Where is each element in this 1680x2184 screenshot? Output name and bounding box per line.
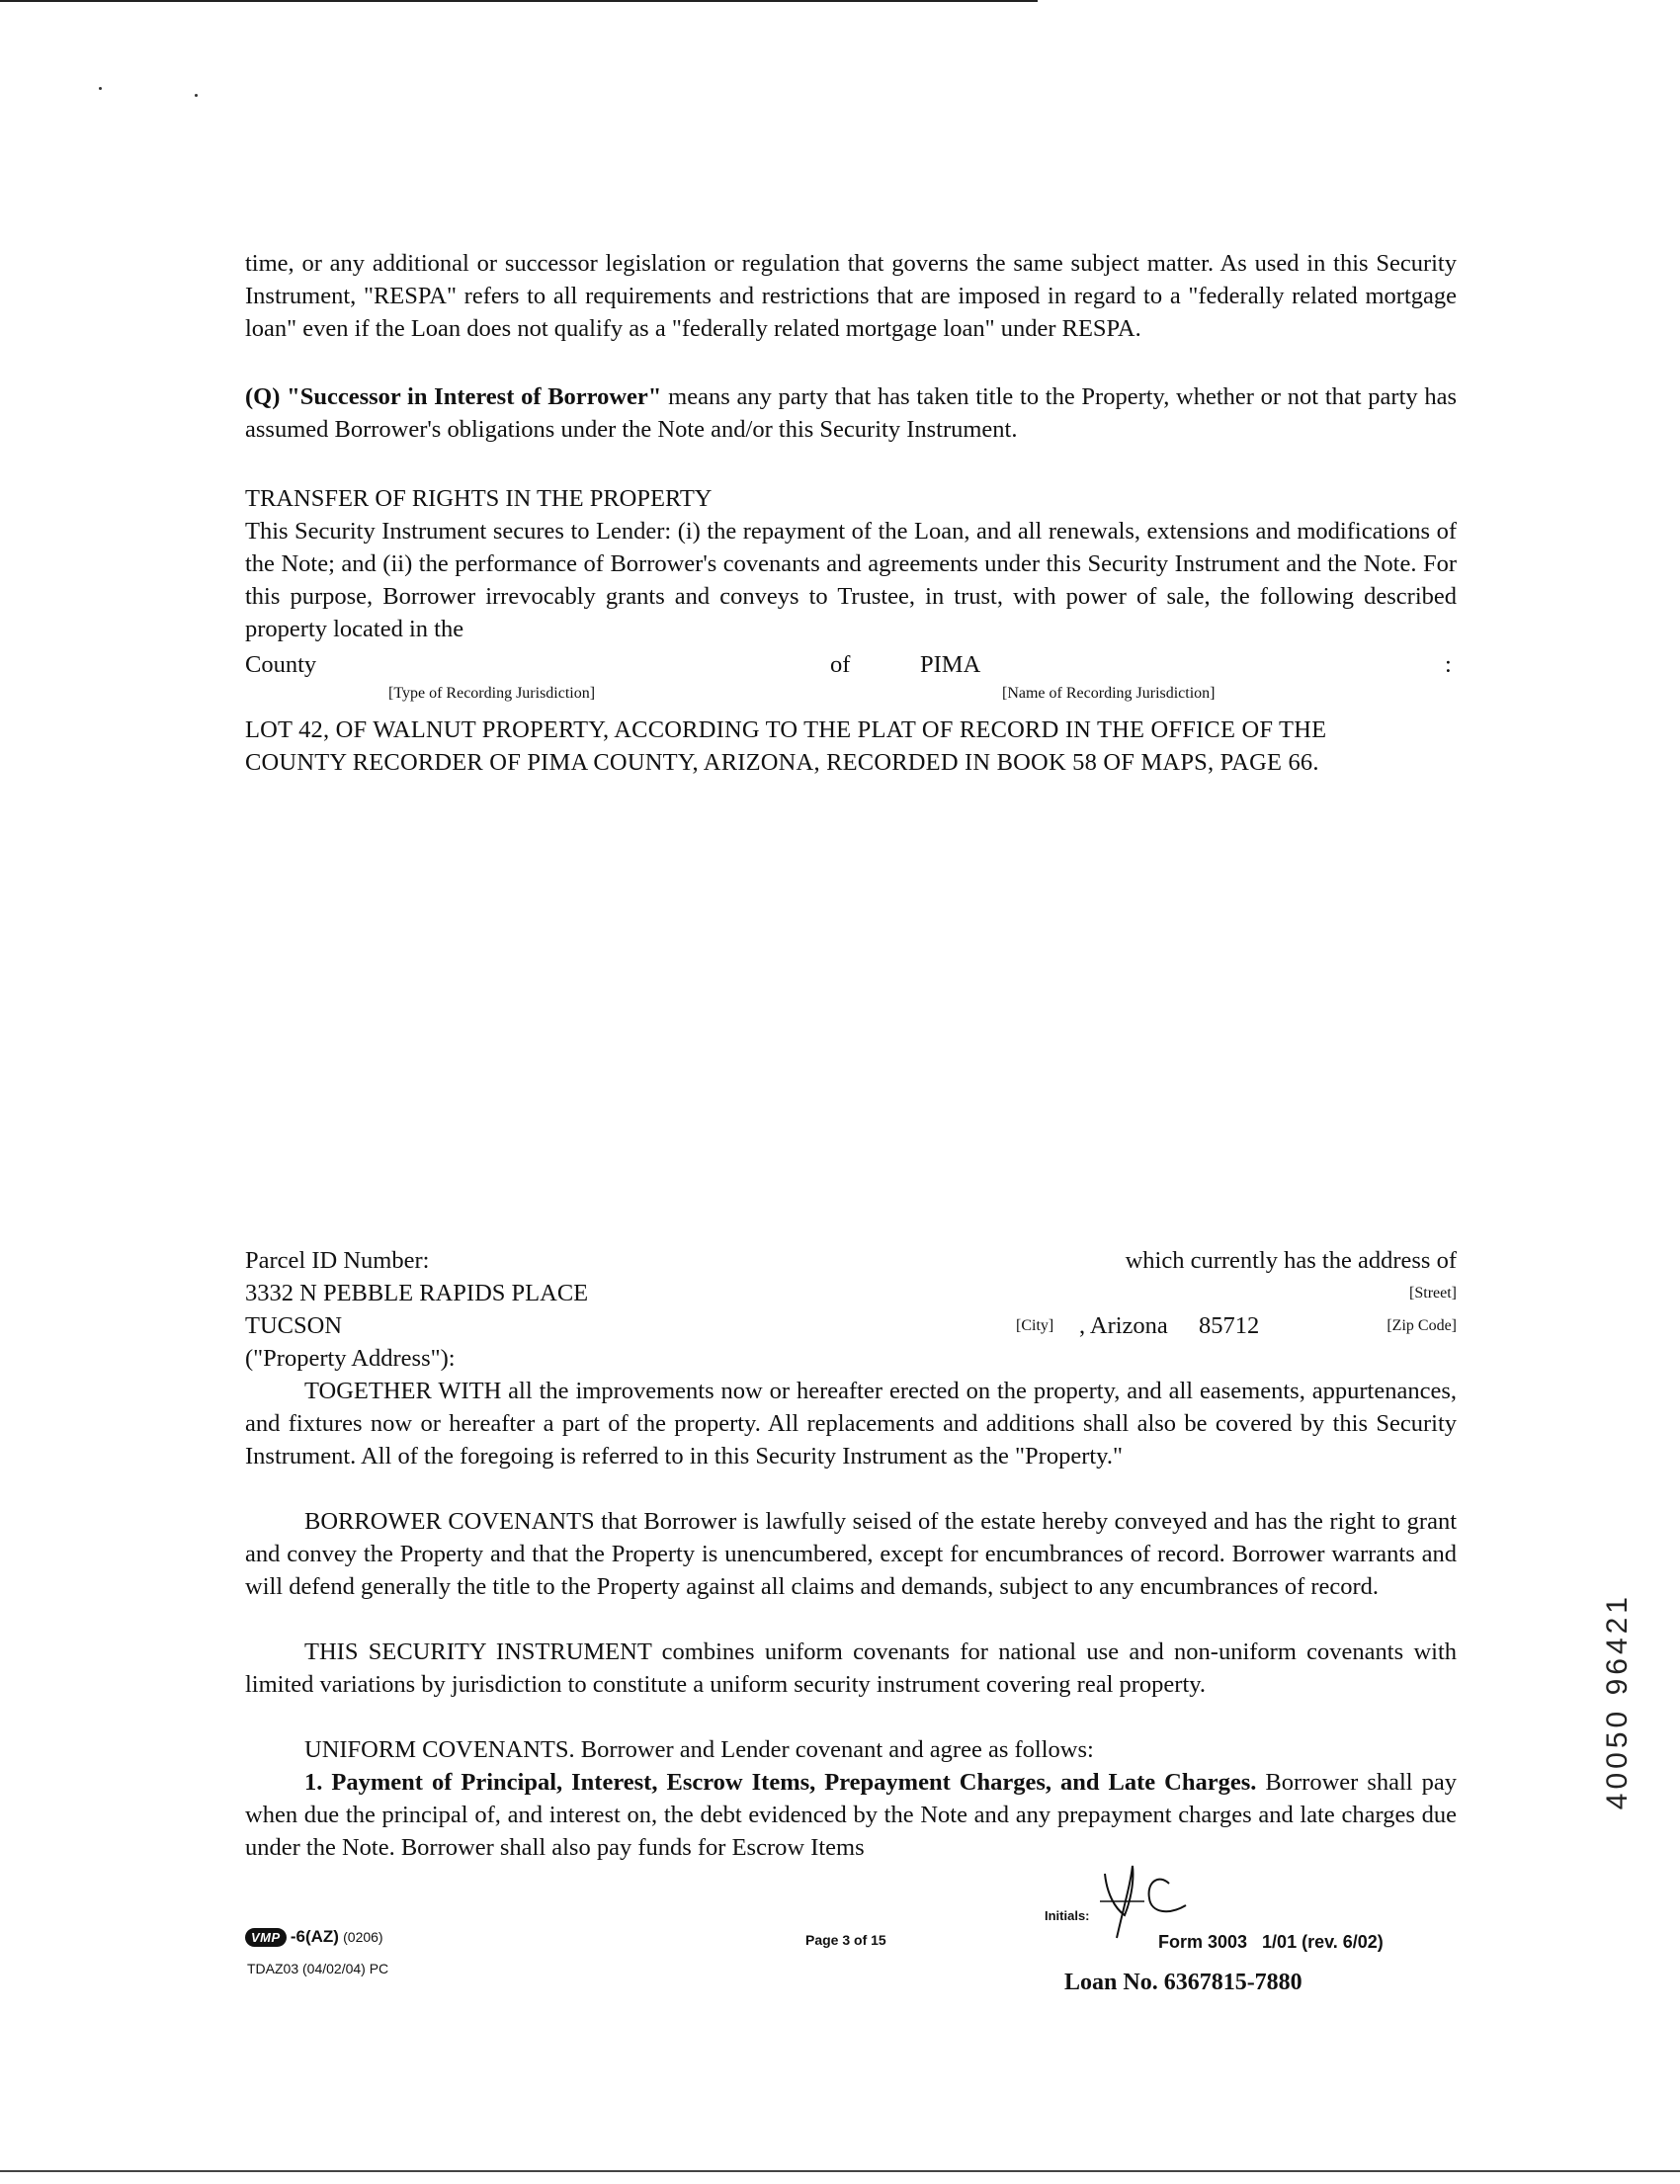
footer-tdaz: TDAZ03 (04/02/04) PC [247, 1961, 389, 1976]
scan-speck [195, 94, 198, 97]
scan-edge-top [0, 0, 1038, 2]
legal-description: LOT 42, OF WALNUT PROPERTY, ACCORDING TO THE PLAT OF RECORD IN THE OFFICE OF THE COUNTY RECORDER OF PIMA COUNTY, ARIZONA, RECORDED IN BOOK 58 OF MAPS, PAGE 66. [245, 716, 1327, 776]
state-value: , Arizona [1079, 1312, 1168, 1339]
city-value: TUCSON [245, 1312, 343, 1339]
footer-form-code [245, 1927, 383, 1947]
street-row [245, 1277, 1457, 1309]
handwritten-initials-signature [1095, 1854, 1204, 1943]
form-code: -6(AZ) [290, 1927, 339, 1946]
city-row [245, 1309, 1457, 1342]
address-of-text: which currently has the address of [1125, 1247, 1457, 1274]
form-code-date: (0206) [343, 1929, 383, 1945]
covenant-1-title: 1. Payment of Principal, Interest, Escrow Items, Prepayment Charges, and Late Charges. [304, 1769, 1257, 1796]
page-number: Page 3 of 15 [805, 1932, 886, 1948]
jurisdiction-row [245, 648, 1457, 681]
jurisdiction-type-value: County [245, 651, 317, 678]
jurisdiction-of: of [830, 651, 851, 678]
jurisdiction-name-value: PIMA [920, 651, 981, 678]
definition-q [245, 380, 1457, 446]
this-security-instrument-paragraph: THIS SECURITY INSTRUMENT combines uniform covenants for national use and non-uniform covenants with limited variations by jurisdiction to constitute a uniform security instrument covering real property. [245, 1638, 1457, 1698]
initials-label: Initials: [1045, 1908, 1090, 1923]
together-with-paragraph: TOGETHER WITH all the improvements now or hereafter erected on the property, and all easements, appurtenances, and fixtures now or hereafter a part of the property. All replacements and additions shall also be covered by this Security Instrument. All of the foregoing is referred to in this Security Instrument as the "Property." [245, 1378, 1457, 1470]
street-value: 3332 N PEBBLE RAPIDS PLACE [245, 1280, 589, 1306]
jurisdiction-name-label: [Name of Recording Jurisdiction] [1002, 685, 1216, 702]
parcel-id-label: Parcel ID Number: [245, 1247, 430, 1274]
jurisdiction-label-row [245, 682, 1457, 706]
jurisdiction-type-label: [Type of Recording Jurisdiction] [388, 685, 596, 702]
form-number: Form 3003 1/01 (rev. 6/02) [1158, 1932, 1384, 1952]
zip-value: 85712 [1199, 1312, 1260, 1339]
covenant-1-text: Borrower shall pay when due the principal of, and interest on, the debt evidenced by the Note and any prepayment charges and late charges due under the Note. Borrower shall also pay funds for Escrow Items [245, 1769, 1457, 1861]
scan-speck [99, 87, 102, 90]
city-label: [City] [1016, 1317, 1054, 1334]
respa-continuation: time, or any additional or successor legislation or regulation that governs the same subject matter. As used in this Security Instrument, "RESPA" refers to all requirements and restrictions that are imposed in regard to a "federally related mortgage loan" even if the Loan does not qualify as a "federally related mortgage loan" under RESPA. [245, 250, 1457, 342]
definition-q-text: means any party that has taken title to the Property, whether or not that party has assumed Borrower's obligations under the Note and/or this Security Instrument. [245, 383, 1457, 443]
covenant-1-paragraph [245, 1766, 1457, 1864]
property-address-row [245, 1342, 1457, 1375]
zip-label: [Zip Code] [1386, 1317, 1457, 1334]
street-label: [Street] [1409, 1285, 1457, 1302]
uniform-covenants-paragraph: UNIFORM COVENANTS. Borrower and Lender covenant and agree as follows: [304, 1736, 1094, 1763]
parcel-row [245, 1244, 1457, 1277]
loan-number: Loan No. 6367815-7880 [1064, 1970, 1302, 1995]
scan-edge-bottom [0, 2170, 1680, 2172]
property-address-label: ("Property Address"): [245, 1345, 456, 1372]
vmp-logo: VMP [245, 1928, 287, 1947]
transfer-text: This Security Instrument secures to Lender: (i) the repayment of the Loan, and all renewals, extensions and modifications of the Note; and (ii) the performance of Borrower's covenants and agreements under this Security Instrument and the Note. For this purpose, Borrower irrevocably grants and conveys to Trustee, in trust, with power of sale, the following described property located in the [245, 518, 1457, 642]
margin-document-number: 40050 96421 [1601, 1593, 1634, 1810]
initials-line [1113, 1925, 1114, 1926]
transfer-heading: TRANSFER OF RIGHTS IN THE PROPERTY [245, 485, 713, 512]
jurisdiction-colon: : [1445, 651, 1452, 678]
definition-q-label: (Q) "Successor in Interest of Borrower" [245, 383, 662, 410]
borrower-covenants-paragraph: BORROWER COVENANTS that Borrower is lawfully seised of the estate hereby conveyed and has the right to grant and convey the Property and that the Property is unencumbered, except for encumbrances of record. Borrower warrants and will defend generally the title to the Property against all claims and demands, subject to any encumbrances of record. [245, 1508, 1457, 1600]
